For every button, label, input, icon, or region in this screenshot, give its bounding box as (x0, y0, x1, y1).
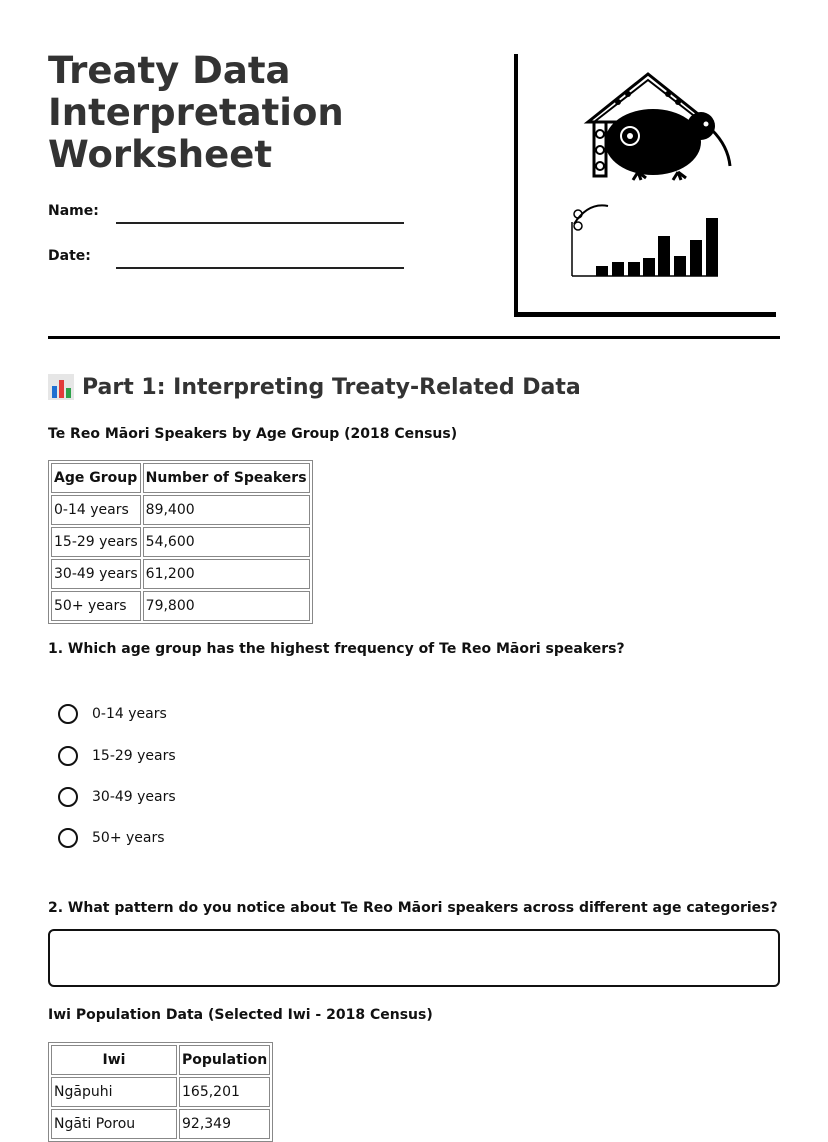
section-divider (48, 336, 780, 339)
table-row (51, 1109, 270, 1139)
table-cell: 50+ years (51, 591, 141, 621)
q1-option[interactable] (58, 746, 176, 766)
q1-option[interactable] (58, 787, 176, 807)
speakers-table (48, 460, 313, 624)
title-line: Interpretation (48, 91, 344, 134)
q1-option[interactable] (58, 828, 165, 848)
date-field[interactable] (116, 267, 404, 269)
table-header-cell: Population (179, 1045, 270, 1075)
part1-heading (48, 374, 581, 400)
q1-option[interactable] (58, 704, 167, 724)
bar-chart-icon (48, 374, 74, 400)
table-cell: 54,600 (143, 527, 310, 557)
bar-chart-illustration (572, 205, 718, 276)
table1-title: Te Reo Māori Speakers by Age Group (2018 Census) (48, 426, 458, 442)
table-row (51, 495, 310, 525)
question-2: 2. What pattern do you notice about Te Reo Māori speakers across different age categories? (48, 900, 778, 916)
date-label: Date: (48, 248, 91, 264)
table-header-cell: Age Group (51, 463, 141, 493)
radio-button[interactable] (58, 746, 78, 766)
q2-answer-box[interactable] (48, 929, 780, 987)
option-label: 50+ years (92, 830, 165, 846)
name-field[interactable] (116, 222, 404, 224)
table-row (51, 1077, 270, 1107)
table-row (51, 559, 310, 589)
table-header-row (51, 1045, 270, 1075)
table-cell: 0-14 years (51, 495, 141, 525)
header-illustration-frame (514, 54, 776, 317)
table-cell: Ngāpuhi (51, 1077, 177, 1107)
title-line: Worksheet (48, 133, 273, 176)
iwi-population-table (48, 1042, 273, 1142)
table-cell: 61,200 (143, 559, 310, 589)
table-cell: 15-29 years (51, 527, 141, 557)
question-1: 1. Which age group has the highest frequency of Te Reo Māori speakers? (48, 641, 625, 657)
table-header-cell: Iwi (51, 1045, 177, 1075)
table-row (51, 591, 310, 621)
option-label: 0-14 years (92, 706, 167, 722)
kiwi-icon (605, 109, 730, 180)
option-label: 30-49 years (92, 789, 176, 805)
title-line: Treaty Data (48, 49, 291, 92)
table-cell: 89,400 (143, 495, 310, 525)
radio-button[interactable] (58, 787, 78, 807)
table-header-cell: Number of Speakers (143, 463, 310, 493)
table-cell: 92,349 (179, 1109, 270, 1139)
kiwi-whare-illustration (518, 54, 776, 312)
table-cell: 30-49 years (51, 559, 141, 589)
name-label: Name: (48, 203, 99, 219)
table-cell: 165,201 (179, 1077, 270, 1107)
radio-button[interactable] (58, 704, 78, 724)
table-cell: 79,800 (143, 591, 310, 621)
table-cell: Ngāti Porou (51, 1109, 177, 1139)
table-header-row (51, 463, 310, 493)
part1-heading-text: Part 1: Interpreting Treaty-Related Data (82, 374, 581, 400)
radio-button[interactable] (58, 828, 78, 848)
table-row (51, 527, 310, 557)
worksheet-title (48, 50, 448, 176)
option-label: 15-29 years (92, 748, 176, 764)
table2-title: Iwi Population Data (Selected Iwi - 2018 Census) (48, 1007, 433, 1023)
